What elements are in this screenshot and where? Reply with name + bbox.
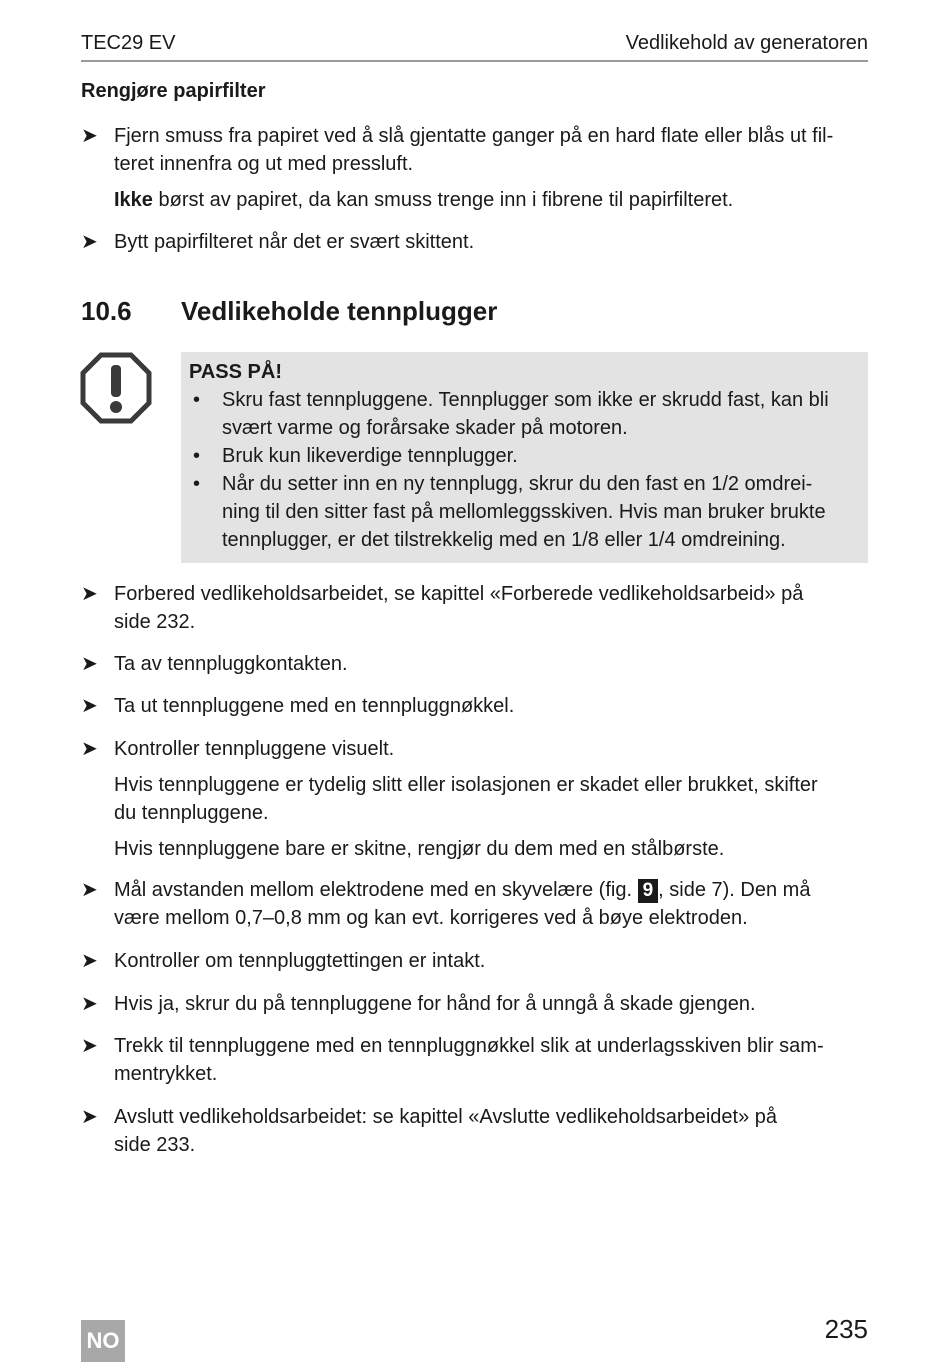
step-prepare	[81, 580, 868, 636]
step-line: Avslutt vedlikeholdsarbeidet: se kapittel «Avslutte vedlikeholdsarbeidet» på	[114, 1106, 778, 1128]
warning-bullet	[189, 470, 860, 554]
bullet-line: tennplugger, er det tilstrekkelig med en 1/8 eller 1/4 omdreining.	[222, 529, 786, 551]
step-remove-plugs	[81, 692, 868, 720]
step-line: Forbered vedlikeholdsarbeidet, se kapittel «Forberede vedlikeholdsarbeid» på	[114, 583, 804, 605]
step-line: side 232.	[114, 611, 196, 633]
arrow-icon: ➤	[81, 231, 98, 253]
warning-box	[181, 352, 868, 563]
bullet-dot: •	[193, 473, 201, 495]
step-check-seal	[81, 947, 868, 975]
step-measure-gap	[81, 876, 868, 932]
step-text: , side 7). Den må	[658, 879, 811, 901]
note-line: Hvis tennpluggene bare er skitne, rengjør du dem med en stålbørste.	[114, 838, 725, 860]
step-screw-by-hand	[81, 990, 868, 1018]
step-line: Kontroller tennpluggene visuelt.	[114, 738, 395, 760]
arrow-icon: ➤	[81, 695, 98, 717]
section-title: Vedlikeholde tennplugger	[181, 296, 498, 326]
note-rest: børst av papiret, da kan smuss trenge inn i fibrene til papirfilteret.	[152, 189, 734, 211]
step-line: teret innenfra og ut med pressluft.	[114, 153, 414, 175]
arrow-icon: ➤	[81, 1106, 98, 1128]
arrow-icon: ➤	[81, 879, 98, 901]
note-bold: Ikke	[114, 189, 153, 211]
note-replace-worn	[114, 771, 868, 827]
step-tighten	[81, 1032, 868, 1088]
step-line: Bytt papirfilteret når det er svært skittent.	[114, 231, 475, 253]
step-line: Ta av tennpluggkontakten.	[114, 653, 348, 675]
arrow-icon: ➤	[81, 125, 98, 147]
page-header	[81, 30, 868, 62]
bullet-line: Skru fast tennpluggene. Tennplugger som ikke er skrudd fast, kan bli	[222, 389, 829, 411]
warning-title: PASS PÅ!	[189, 361, 282, 383]
warning-octagon-icon	[80, 352, 152, 424]
arrow-icon: ➤	[81, 653, 98, 675]
step-line: mentrykket.	[114, 1063, 218, 1085]
header-chapter: Vedlikehold av generatoren	[625, 32, 868, 54]
note-line: du tennpluggene.	[114, 802, 269, 824]
step-inspect	[81, 735, 868, 763]
step-line: være mellom 0,7–0,8 mm og kan evt. korrigeres ved å bøye elektroden.	[114, 907, 748, 929]
warning-bullet	[189, 442, 860, 470]
step-finish	[81, 1103, 868, 1159]
step-line: side 233.	[114, 1134, 196, 1156]
language-tag: NO	[81, 1320, 125, 1362]
warning-bullet	[189, 386, 860, 442]
step-paper-filter-2	[81, 228, 868, 256]
step-line: Fjern smuss fra papiret ved å slå gjentatte ganger på en hard flate eller blås ut fil-	[114, 125, 834, 147]
step-line: Trekk til tennpluggene med en tennpluggnøkkel slik at underlagsskiven blir sam-	[114, 1035, 824, 1057]
page-number: 235	[824, 1314, 868, 1344]
arrow-icon: ➤	[81, 583, 98, 605]
step-line: Hvis ja, skrur du på tennpluggene for hånd for å unngå å skade gjengen.	[114, 993, 756, 1015]
note-line: Hvis tennpluggene er tydelig slitt eller isolasjonen er skadet eller brukket, skifter	[114, 774, 818, 796]
step-remove-contact	[81, 650, 868, 678]
header-model: TEC29 EV	[81, 32, 176, 54]
note-dont-brush	[114, 186, 868, 214]
arrow-icon: ➤	[81, 950, 98, 972]
step-line: Ta ut tennpluggene med en tennpluggnøkkel.	[114, 695, 515, 717]
arrow-icon: ➤	[81, 1035, 98, 1057]
step-text: Mål avstanden mellom elektrodene med en skyvelære (fig.	[114, 879, 638, 901]
arrow-icon: ➤	[81, 738, 98, 760]
bullet-line: Når du setter inn en ny tennplugg, skrur du den fast en 1/2 omdrei-	[222, 473, 813, 495]
figure-reference: 9	[638, 879, 659, 903]
bullet-line: svært varme og forårsake skader på motoren.	[222, 417, 628, 439]
bullet-dot: •	[193, 389, 201, 411]
note-clean-dirty	[114, 835, 868, 863]
step-line: Kontroller om tennpluggtettingen er intakt.	[114, 950, 486, 972]
arrow-icon: ➤	[81, 993, 98, 1015]
subheading-paper-filter: Rengjøre papirfilter	[81, 80, 266, 102]
step-paper-filter-1	[81, 122, 868, 178]
bullet-line: Bruk kun likeverdige tennplugger.	[222, 445, 518, 467]
section-heading	[81, 296, 497, 327]
bullet-line: ning til den sitter fast på mellomleggsskiven. Hvis man bruker brukte	[222, 501, 826, 523]
section-number: 10.6	[81, 296, 132, 326]
bullet-dot: •	[193, 445, 201, 467]
